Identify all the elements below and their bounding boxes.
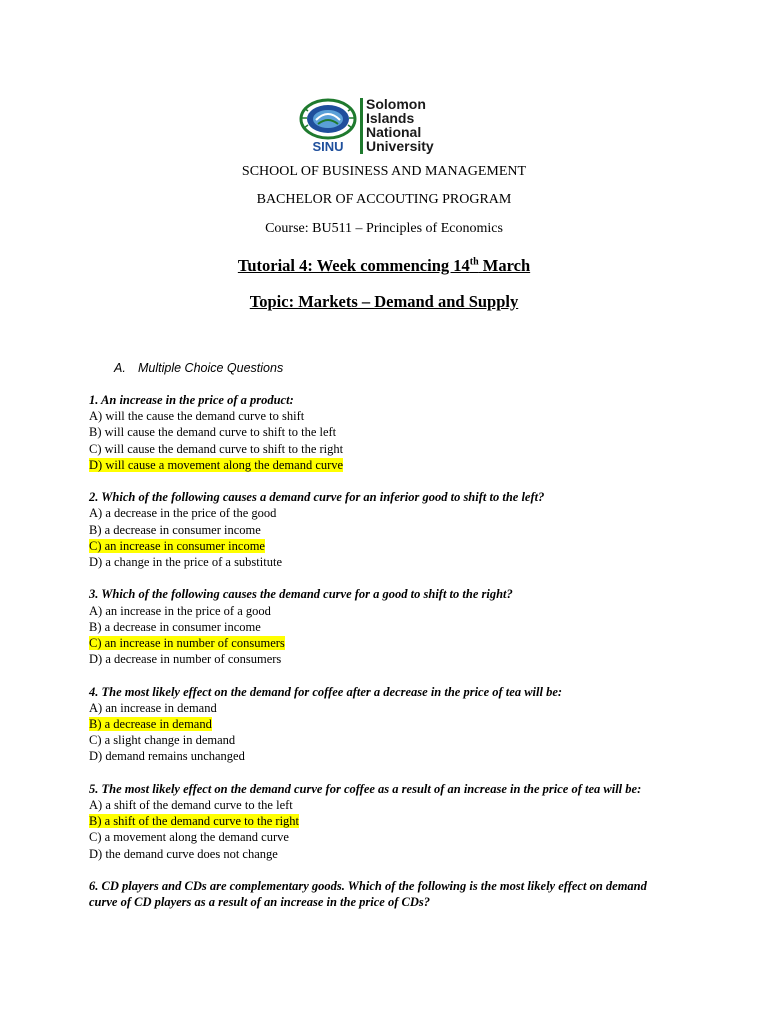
answer-option [89, 538, 664, 554]
answer-option [89, 716, 664, 732]
tutorial-title-main: Tutorial 4: Week commencing 14 [237, 256, 470, 275]
section-heading [114, 361, 283, 375]
option-text: B) will cause the demand curve to shift to the left [89, 425, 337, 440]
answer-option [89, 651, 664, 667]
logo-name-line-3: National [366, 124, 422, 140]
course-title: Course: BU511 – Principles of Economics [265, 221, 503, 236]
program-name: BACHELOR OF ACCOUTING PROGRAM [256, 192, 512, 207]
sinu-emblem-icon [298, 96, 468, 156]
answer-option [89, 635, 664, 651]
option-text: B) a decrease in consumer income [89, 619, 261, 634]
question-item [89, 489, 664, 570]
answer-option [89, 505, 664, 521]
answer-option [89, 603, 664, 619]
option-text: B) a decrease in consumer income [89, 522, 261, 537]
option-text: A) an increase in the price of a good [89, 603, 271, 618]
logo-name-line-4: University [366, 138, 434, 154]
logo-abbreviation: SINU [312, 139, 344, 154]
answer-option [89, 829, 664, 845]
university-logo [298, 96, 468, 156]
logo-name-line-1: Solomon [366, 96, 426, 112]
option-text: D) the demand curve does not change [89, 846, 278, 861]
topic-title: Topic: Markets – Demand and Supply [249, 292, 519, 311]
answer-option [89, 408, 664, 424]
question-text: 2. Which of the following causes a demand curve for an inferior good to shift to the left? [89, 490, 545, 505]
section-letter: A. [114, 361, 126, 375]
question-item [89, 392, 664, 473]
option-text: D) a decrease in number of consumers [89, 652, 282, 667]
question-text: 4. The most likely effect on the demand for coffee after a decrease in the price of tea will be: [89, 684, 563, 699]
question-item [89, 684, 664, 765]
tutorial-title-ordinal: th [469, 256, 479, 268]
answer-option [89, 732, 664, 748]
option-text: A) an increase in demand [89, 700, 217, 715]
option-text: A) will the cause the demand curve to shift [89, 409, 305, 424]
option-text: D) demand remains unchanged [89, 749, 245, 764]
question-text: 3. Which of the following causes the demand curve for a good to shift to the right? [89, 587, 513, 602]
answer-option [89, 441, 664, 457]
question-item [89, 878, 664, 910]
highlighted-answer: D) will cause a movement along the demand curve [89, 457, 344, 472]
answer-option [89, 748, 664, 764]
highlighted-answer: B) a decrease in demand [89, 717, 212, 732]
section-title: Multiple Choice Questions [138, 361, 284, 375]
answer-option [89, 522, 664, 538]
answer-option [89, 619, 664, 635]
tutorial-title-month: March [478, 256, 531, 275]
logo-name-line-2: Islands [366, 110, 415, 126]
option-text: D) a change in the price of a substitute [89, 555, 282, 570]
option-text: A) a shift of the demand curve to the left [89, 798, 293, 813]
option-text: C) will cause the demand curve to shift to the right [89, 441, 344, 456]
answer-option [89, 554, 664, 570]
answer-option [89, 797, 664, 813]
option-text: C) a movement along the demand curve [89, 830, 289, 845]
tutorial-title [0, 256, 768, 276]
option-text: C) a slight change in demand [89, 733, 236, 748]
answer-option [89, 846, 664, 862]
answer-option [89, 700, 664, 716]
question-item [89, 586, 664, 667]
highlighted-answer: C) an increase in consumer income [89, 538, 265, 553]
answer-option [89, 424, 664, 440]
question-text: 1. An increase in the price of a product: [89, 393, 294, 407]
answer-option [89, 457, 664, 473]
question-text: 6. CD players and CDs are complementary goods. Which of the following is the most likely effect on demand curve of CD players as a result of an increase in the price of CDs? [89, 879, 647, 910]
question-list [89, 392, 664, 927]
school-name: SCHOOL OF BUSINESS AND MANAGEMENT [241, 164, 527, 179]
highlighted-answer: B) a shift of the demand curve to the right [89, 814, 300, 829]
question-text: 5. The most likely effect on the demand curve for coffee as a result of an increase in the price of tea will be: [89, 781, 642, 796]
highlighted-answer: C) an increase in number of consumers [89, 636, 285, 651]
option-text: A) a decrease in the price of the good [89, 506, 277, 521]
question-item [89, 781, 664, 862]
answer-option [89, 813, 664, 829]
